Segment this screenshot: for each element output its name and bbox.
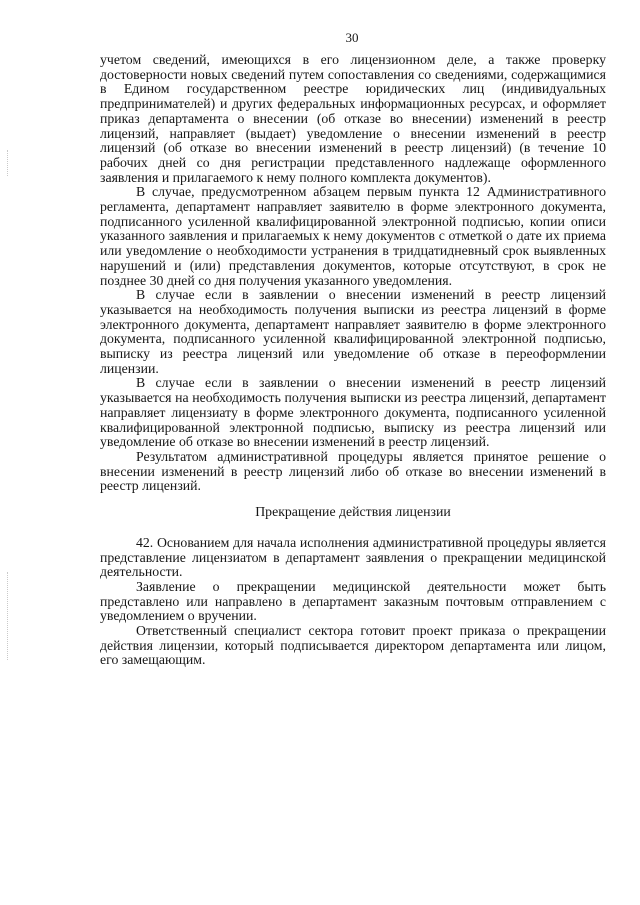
paragraph: Ответственный специалист сектора готовит проект приказа о прекращении действия лицензии, который подписывается директором департамента или лицом, его замещающим.: [100, 623, 606, 668]
page-number: 30: [345, 30, 359, 45]
paragraph-item-42: 42. Основанием для начала исполнения административной процедуры является представление лицензиатом в департамент заявления о прекращении медицинской деятельности.: [100, 534, 606, 580]
scan-artifact: [7, 150, 8, 176]
paragraph-continuation: учетом сведений, имеющихся в его лицензионном деле, а также проверку достоверности новых сведений путем сопоставления со сведениями, содержащимися в Едином государственном реестре юридических лиц (индивидуальных предпринимателей) и других федеральных информационных ресурсах, и оформляет приказ департамента о внесении (об отказе во внесении) изменений в реестр лицензий, направляет (выдает) уведомление о внесении изменений в реестр лицензий (об отказе во внесении изменений в реестр лицензий) (в течение 10 рабочих дней со дня регистрации представленного надлежаще оформленного заявления и прилагаемого к нему полного комплекта документов).: [100, 52, 606, 185]
scan-artifact: [7, 572, 8, 660]
document-body: [100, 53, 606, 668]
paragraph: В случае, предусмотренном абзацем первым пункта 12 Административного регламента, департамент направляет заявителю в форме электронного документа, подписанного усиленной квалифицированной электронной подписью, копии описи указанного заявления и прилагаемых к нему документов с отметкой о дате их приема или уведомление о необходимости устранения в тридцатидневный срок выявленных нарушений и (или) представления документов, которые отсутствуют, в срок не позднее 30 дней со дня получения указанного уведомления.: [100, 184, 606, 288]
paragraph: В случае если в заявлении о внесении изменений в реестр лицензий указывается на необходимость получения выписки из реестра лицензий в форме электронного документа, департамент направляет заявителю в форме электронного документа, подписанного усиленной квалифицированной электронной подписью, выписку из реестра лицензий или уведомление об отказе в переоформлении лицензии.: [100, 287, 606, 376]
section-heading: Прекращение действия лицензии: [255, 504, 451, 520]
paragraph: Результатом административной процедуры является принятое решение о внесении изменений в реестр лицензий либо об отказе во внесении изменений в реестр лицензий.: [100, 448, 606, 494]
paragraph: В случае если в заявлении о внесении изменений в реестр лицензий указывается на необходимость получения выписки из реестра лицензий, департамент направляет лицензиату в форме электронного документа, подписанного усиленной квалифицированной электронной подписью, выписку из реестра лицензий или уведомление об отказе во внесении изменений в реестр лицензий.: [100, 375, 606, 450]
paragraph: Заявление о прекращении медицинской деятельности может быть представлено или направлено в департамент заказным почтовым отправлением с уведомлением о вручении.: [100, 578, 606, 624]
